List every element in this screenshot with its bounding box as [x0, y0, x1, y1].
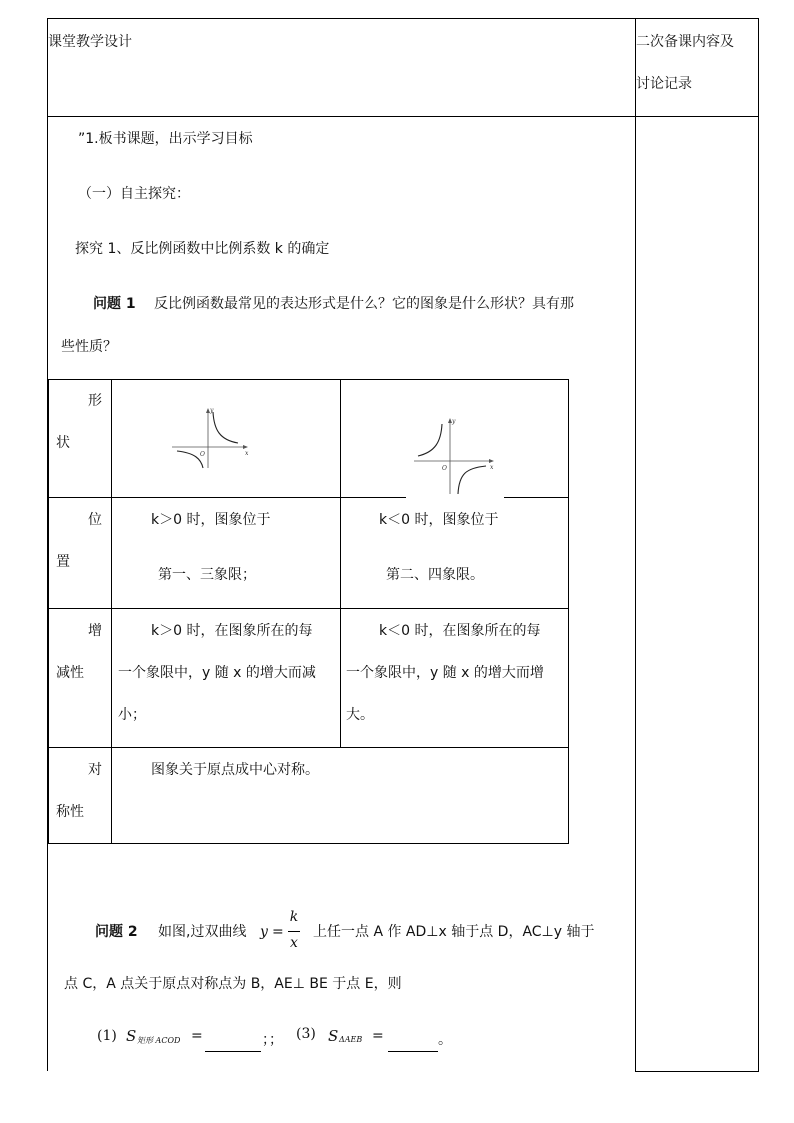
q2-part3-end: 。 [438, 1032, 452, 1048]
q2-part3-number: (3) [296, 1026, 316, 1042]
row-monotonic-right-line1: k＜0 时，在图象所在的每 [379, 623, 541, 639]
graph-right-y-label: y [452, 418, 456, 425]
q2-text-after: 上任一点 A 作 AD⊥x 轴于点 D，AC⊥y 轴于 [313, 924, 595, 940]
table-line-row2-bottom [48, 608, 569, 609]
q2-text-line2: 点 C，A 点关于原点对称点为 B，AE⊥ BE 于点 E，则 [64, 976, 402, 992]
table-line-left [48, 379, 49, 844]
frame-right-bottom-border [635, 1071, 759, 1072]
row-position-head1: 位 [88, 512, 102, 528]
row-position-left-line2: 第一、三象限； [158, 567, 256, 583]
formula-denominator: x [290, 935, 298, 951]
table-line-top [48, 379, 569, 380]
graph-right-origin-label: O [442, 465, 447, 472]
q2-label: 问题 2 [95, 924, 138, 940]
q1-text: 反比例函数最常见的表达形式是什么？它的图象是什么形状？具有那 [154, 296, 574, 312]
frame-header-bottom-border [47, 116, 759, 117]
header-right-title-line1: 二次备课内容及 [636, 34, 734, 50]
frame-middle-divider [635, 18, 636, 1072]
row-monotonic-left-line1: k＞0 时，在图象所在的每 [151, 623, 313, 639]
formula-numerator: k [289, 909, 299, 925]
table-line-col2 [340, 379, 341, 748]
row-monotonic-right-line3: 大。 [346, 707, 374, 723]
frame-top-border [47, 18, 759, 19]
row-monotonic-head2: 减性 [56, 665, 84, 681]
q2-text-before: 如图,过双曲线 [158, 924, 247, 940]
row-position-head2: 置 [56, 554, 70, 570]
row-monotonic-right-line2: 一个象限中，y 随 x 的增大而增 [346, 665, 544, 681]
row-symmetry-text: 图象关于原点成中心对称。 [151, 762, 319, 778]
graph-right-x-label: x [490, 464, 494, 471]
q2-part3-equals: = [372, 1028, 384, 1044]
frame-right-border [758, 18, 759, 1072]
graph-left-y-label: y [210, 407, 214, 414]
header-left-title: 课堂教学设计 [48, 34, 132, 50]
header-right-title-line2: 讨论记录 [636, 76, 692, 92]
row-position-right-line2: 第二、四象限。 [386, 567, 484, 583]
row-monotonic-left-line2: 一个象限中，y 随 x 的增大而减 [118, 665, 316, 681]
table-line-right [568, 379, 569, 844]
graph-left-x-label: x [245, 450, 249, 457]
table-line-col1 [111, 379, 112, 844]
row-monotonic-head1: 增 [88, 623, 102, 639]
hyperbola-graph-k-positive [168, 400, 258, 470]
row-position-right-line1: k＜0 时，图象位于 [379, 512, 499, 528]
row-symmetry-head1: 对 [88, 762, 102, 778]
graph-left-origin-label: O [200, 451, 205, 458]
formula-y: y [260, 924, 268, 940]
hyperbola-graph-k-negative [410, 414, 500, 496]
row-shape-head2: 状 [56, 435, 70, 451]
item1-text: ”1.板书课题，出示学习目标 [78, 131, 253, 147]
q2-part3-answer-blank[interactable] [388, 1035, 438, 1052]
row-position-left-line1: k＞0 时，图象位于 [151, 512, 271, 528]
q2-part1-number: (1) [97, 1028, 117, 1044]
q2-part3-area-symbol: S [328, 1027, 339, 1045]
table-line-bottom [48, 843, 569, 844]
explore1-heading: 探究 1、反比例函数中比例系数 k 的确定 [75, 241, 330, 257]
q2-part1-end: ；； [262, 1032, 283, 1048]
table-line-row3-bottom [48, 747, 569, 748]
q2-part1-area-symbol: S [126, 1027, 137, 1045]
q1-text-line2: 些性质？ [61, 339, 117, 355]
q2-part1-answer-blank[interactable] [205, 1035, 261, 1052]
q2-part3-area-subscript: ΔAEB [339, 1035, 363, 1044]
q2-part1-area-subscript: 矩形 ACOD [137, 1036, 181, 1045]
row-symmetry-head2: 称性 [56, 804, 84, 820]
formula-equals: = [272, 924, 284, 940]
q1-label: 问题 1 [93, 296, 136, 312]
table-line-row1-bottom-left [48, 497, 406, 498]
q2-part1-equals: = [191, 1028, 203, 1044]
table-line-row1-bottom-right [504, 497, 569, 498]
section1-heading: （一）自主探究： [78, 186, 190, 202]
row-shape-head1: 形 [88, 393, 102, 409]
formula-fraction-bar [288, 931, 300, 932]
row-monotonic-left-line3: 小； [118, 707, 146, 723]
